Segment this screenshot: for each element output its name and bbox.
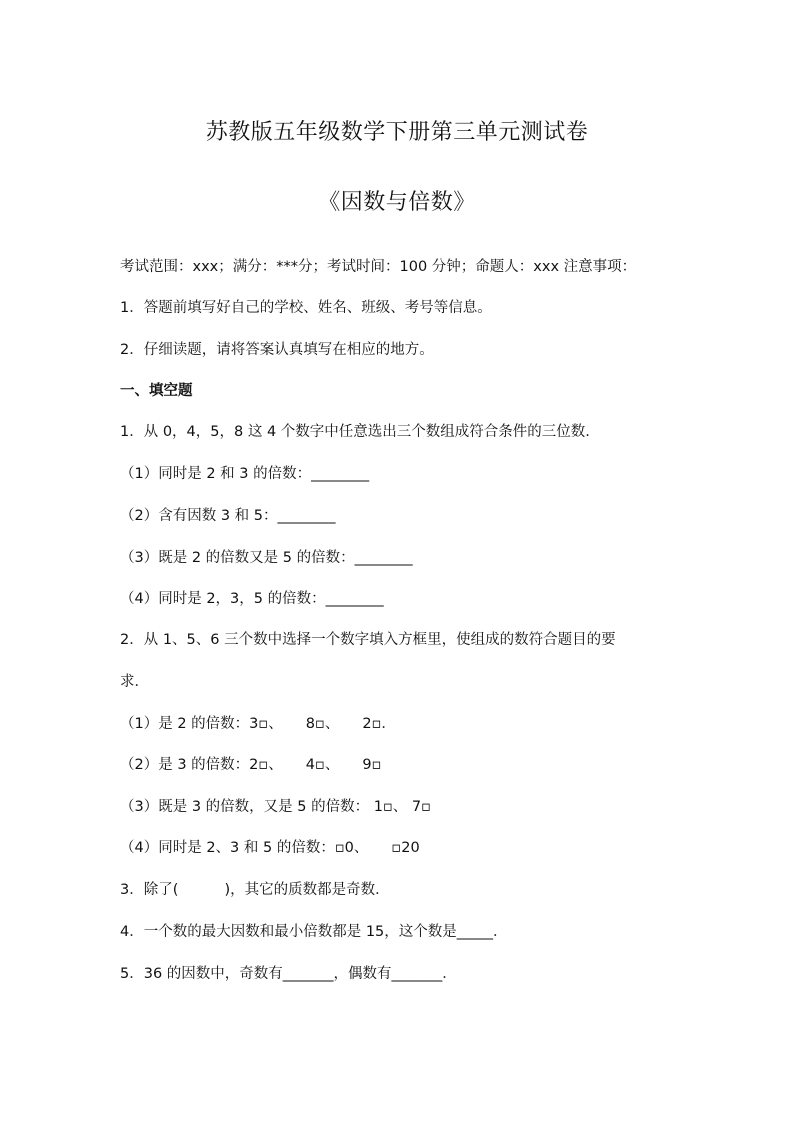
instruction-note-2: 2．仔细读题，请将答案认真填写在相应的地方。 xyxy=(120,342,434,358)
question-3: 3．除了( )，其它的质数都是奇数． xyxy=(120,882,390,898)
question-2-stem-line-1: 2．从 1、5、6 三个数中选择一个数字填入方框里，使组成的数符合题目的要 xyxy=(120,632,616,648)
question-1-part-1: （1）同时是 2 和 3 的倍数：________ xyxy=(120,466,370,482)
question-5: 5．36 的因数中，奇数有_______，偶数有_______． xyxy=(120,966,457,982)
question-4: 4．一个数的最大因数和最小倍数都是 15，这个数是_____． xyxy=(120,924,508,940)
question-2-stem-line-2: 求． xyxy=(120,674,149,690)
exam-meta-info: 考试范围：xxx；满分：***分；考试时间：100 分钟；命题人：xxx 注意事项： xyxy=(120,259,637,275)
question-1-part-2: （2）含有因数 3 和 5：________ xyxy=(120,508,336,524)
section-heading-fill-in: 一、填空题 xyxy=(120,383,193,399)
question-1-part-3: （3）既是 2 的倍数又是 5 的倍数：________ xyxy=(120,550,413,566)
document-title: 苏教版五年级数学下册第三单元测试卷 xyxy=(205,120,589,145)
document-subtitle: 《因数与倍数》 xyxy=(318,190,476,215)
question-1-stem: 1．从 0，4，5，8 这 4 个数字中任意选出三个数组成符合条件的三位数. xyxy=(120,424,590,440)
question-1-part-4: （4）同时是 2，3，5 的倍数：________ xyxy=(120,591,384,607)
question-2-part-2: （2）是 3 的倍数：2▫、 4▫、 9▫ xyxy=(120,757,382,773)
instruction-note-1: 1．答题前填写好自己的学校、姓名、班级、考号等信息。 xyxy=(120,300,492,316)
question-2-part-1: （1）是 2 的倍数：3▫、 8▫、 2▫． xyxy=(120,716,396,732)
question-2-part-4: （4）同时是 2、3 和 5 的倍数：▫0、 ▫20 xyxy=(120,840,420,856)
question-2-part-3: （3）既是 3 的倍数，又是 5 的倍数： 1▫、 7▫ xyxy=(120,799,431,815)
